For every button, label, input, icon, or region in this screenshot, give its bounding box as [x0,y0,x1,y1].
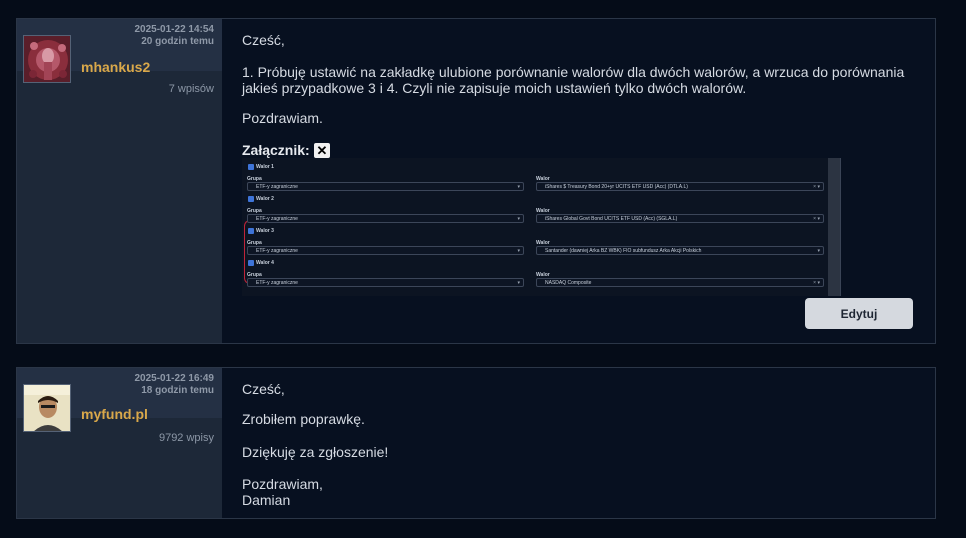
select-value: ETF-y zagraniczne [256,248,298,254]
checkbox-icon [248,260,254,266]
edit-button[interactable]: Edytuj [805,298,913,329]
attachment-image[interactable] [242,158,841,296]
chevron-down-icon: ▾ [817,248,820,254]
select-value: Santander (dawniej Arka BZ WBK) FIO subfundusz Arka Akcji Polskich [545,248,702,254]
chevron-down-icon: ▾ [517,280,520,286]
select-value: iShares Global Govt Bond UCITS ETF USD (Acc) (SGLA.L) [545,216,678,222]
post-content [222,368,935,518]
forum-post [16,18,936,344]
post-text-line: Pozdrawiam, [242,476,323,492]
walor-field-label: Walor [536,272,550,278]
grupa-label: Grupa [247,240,262,246]
grupa-select [247,278,524,287]
chevron-down-icon: × ▾ [813,280,820,286]
post-text-line: Zrobiłem poprawkę. [242,411,365,427]
scrollbar [828,158,840,296]
post-timestamp: 2025-01-22 14:54 [134,24,214,35]
walor-label: Walor 3 [256,228,274,234]
walor-field-label: Walor [536,176,550,182]
post-count: 9792 wpisy [158,432,214,444]
checkbox-icon [248,164,254,170]
grupa-label: Grupa [247,272,262,278]
select-value: iShares $ Treasury Bond 20+yr UCITS ETF USD (Acc) (DTLA.L) [545,184,688,190]
chevron-down-icon: × ▾ [813,216,820,222]
walor-select [536,182,824,191]
walor-select [536,278,824,287]
post-relative-time: 20 godzin temu [141,36,214,47]
chevron-down-icon: × ▾ [813,184,820,190]
grupa-label: Grupa [247,208,262,214]
checkbox-icon [248,196,254,202]
avatar[interactable] [23,35,71,83]
post-text-line: 1. Próbuję ustawić na zakładkę ulubione porównanie walorów dla dwóch walorów, a wrzuca do porównania jakieś przypadkowe 3 i 4. Czyli nie zapisuje moich ustawień tylko dwóch walorów. [242,64,905,96]
post-count: 7 wpisów [168,83,214,95]
grupa-label: Grupa [247,176,262,182]
post-author-panel [17,19,222,343]
attachment-label: Załącznik: [242,142,310,158]
post-text-line: Cześć, [242,381,285,397]
forum-post [16,367,936,519]
checkbox-icon [248,228,254,234]
walor-select [536,246,824,255]
walor-field-label: Walor [536,240,550,246]
username-link[interactable]: mhankus2 [81,59,151,75]
username-link[interactable]: myfund.pl [81,406,148,422]
post-date [134,24,214,48]
chevron-down-icon: ▾ [517,184,520,190]
avatar[interactable] [23,384,71,432]
close-icon[interactable]: ✕ [314,143,330,158]
chevron-down-icon: ▾ [517,216,520,222]
post-text-line: Pozdrawiam. [242,110,323,126]
post-content [222,19,935,343]
chevron-down-icon: ▾ [517,248,520,254]
post-author-panel [17,368,222,518]
walor-label: Walor 4 [256,260,274,266]
grupa-select [247,214,524,223]
walor-label: Walor 2 [256,196,274,202]
select-value: NASDAQ Composite [545,280,592,286]
grupa-select [247,182,524,191]
post-text-line: Damian [242,492,291,508]
post-timestamp: 2025-01-22 16:49 [134,373,214,384]
post-text-line: Cześć, [242,32,285,48]
walor-label: Walor 1 [256,164,274,170]
select-value: ETF-y zagraniczne [256,184,298,190]
grupa-select [247,246,524,255]
select-value: ETF-y zagraniczne [256,216,298,222]
walor-select [536,214,824,223]
select-value: ETF-y zagraniczne [256,280,298,286]
post-relative-time: 18 godzin temu [141,385,214,396]
post-date [134,373,214,397]
walor-field-label: Walor [536,208,550,214]
post-text-line: Dziękuję za zgłoszenie! [242,444,389,460]
